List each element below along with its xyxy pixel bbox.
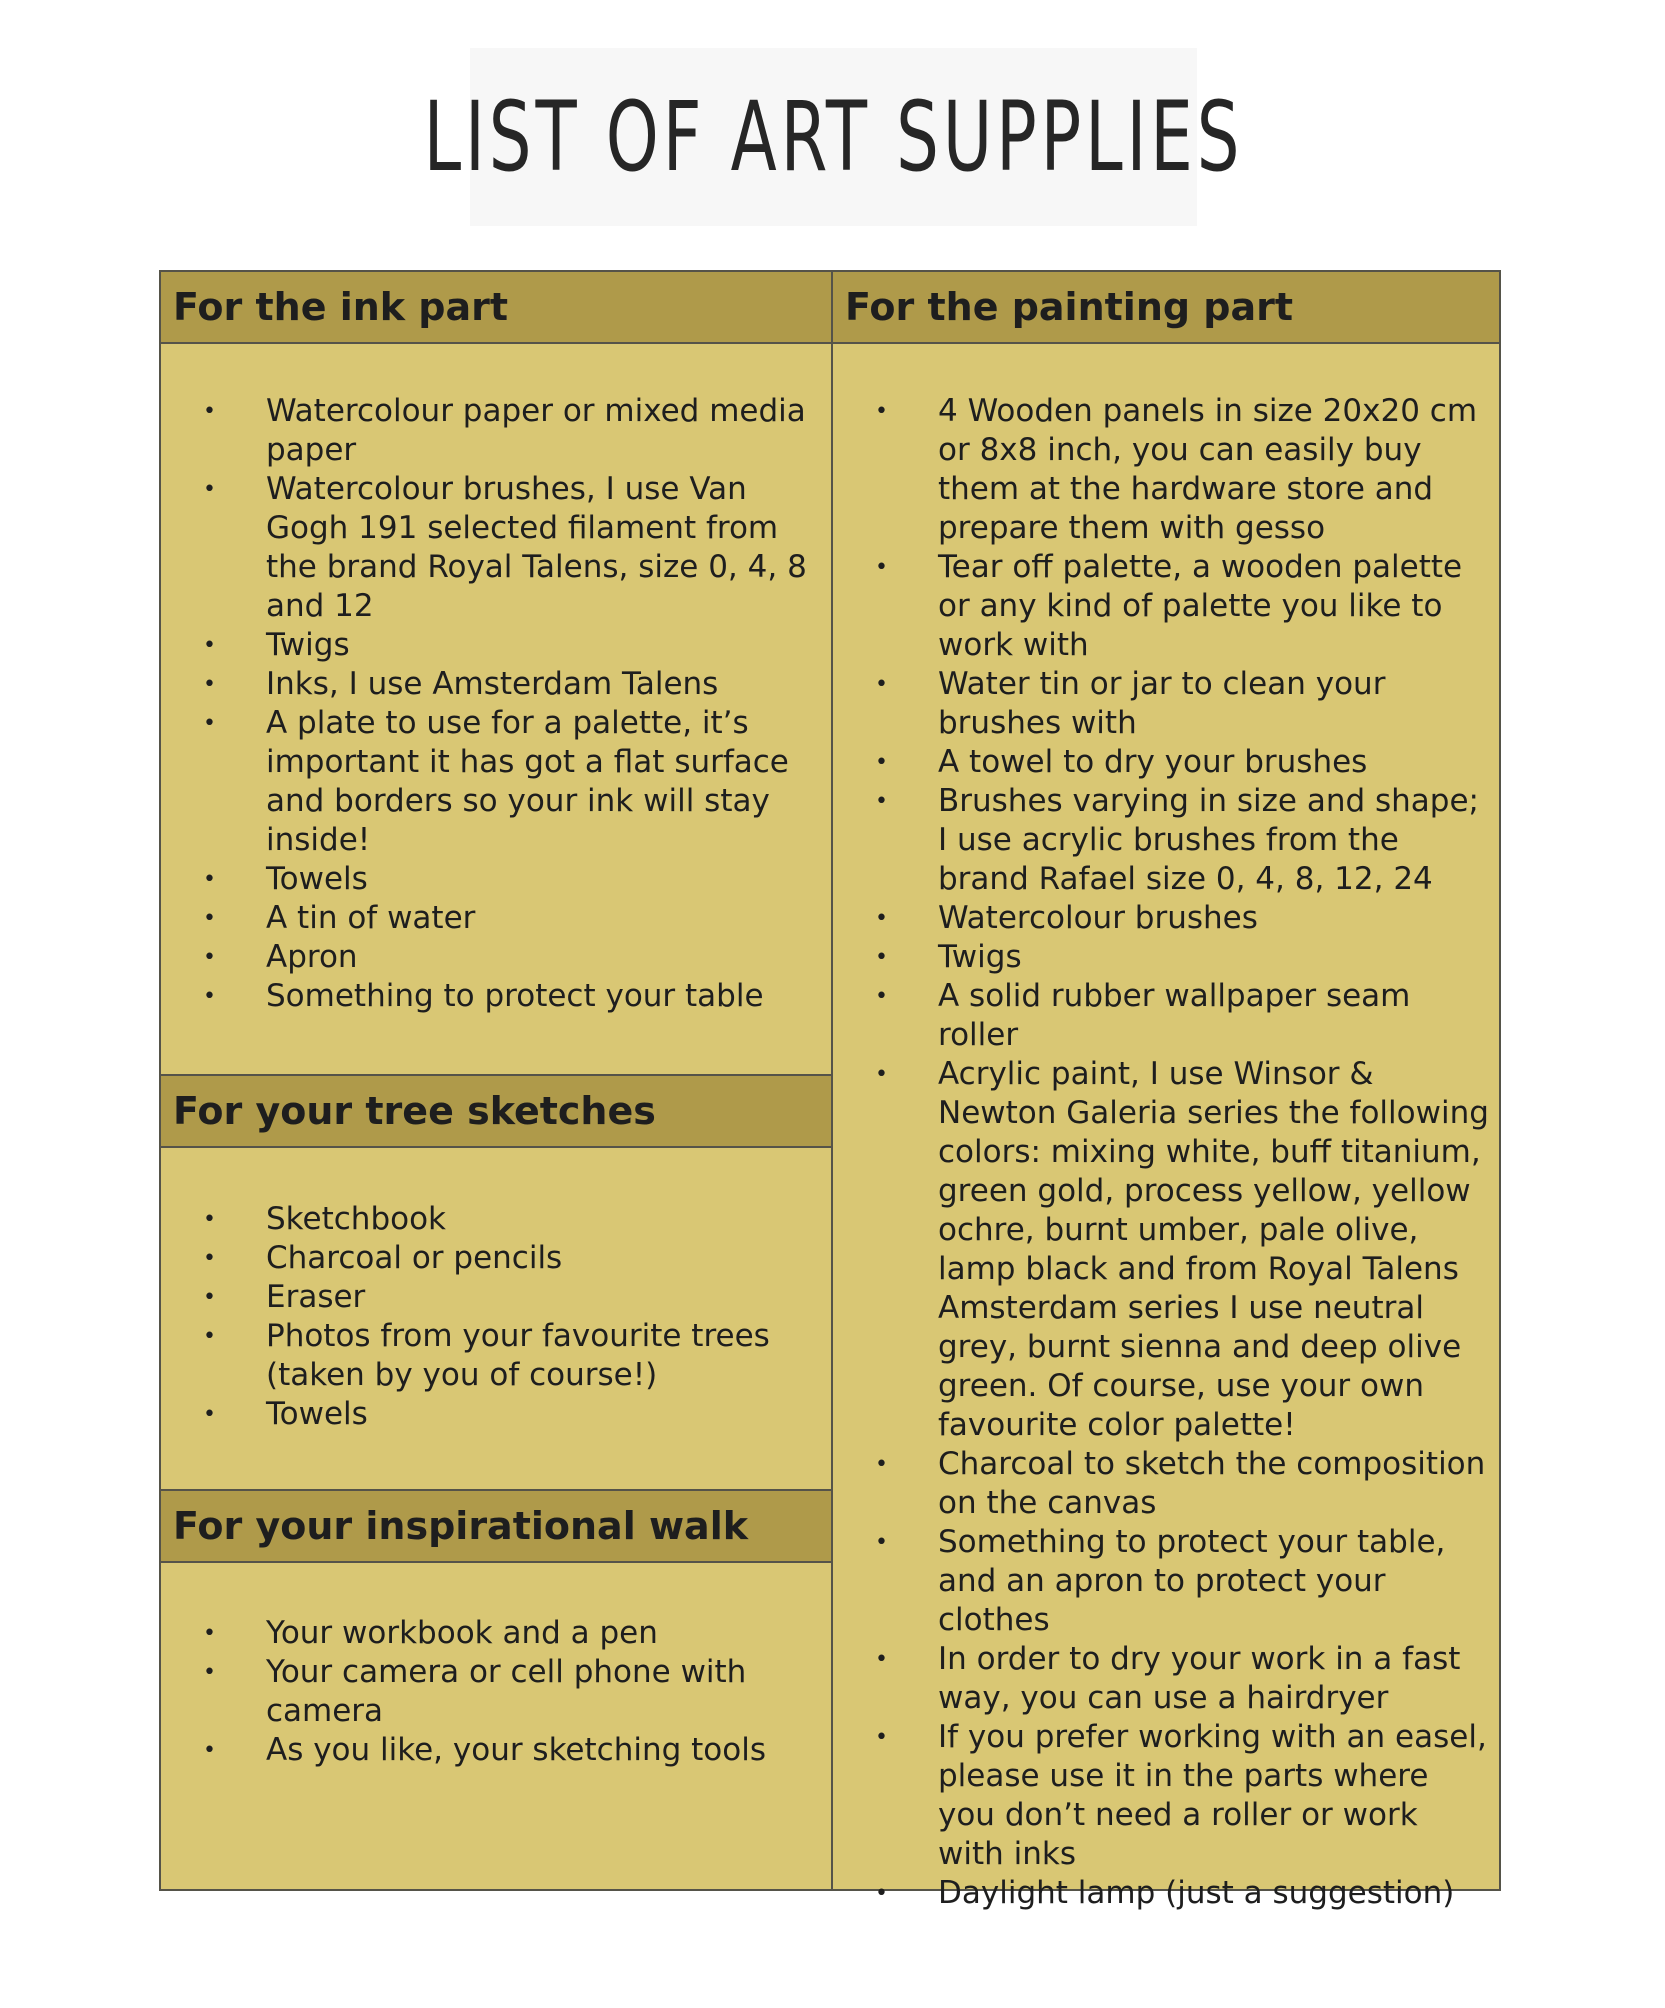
list-item: • Your camera or cell phone with camera [161,1653,831,1731]
list-item: • 4 Wooden panels in size 20x20 cm or 8x8 inch, you can easily buy them at the hardware store and prepare them with gesso [833,392,1499,548]
list-item: • As you like, your sketching tools [161,1731,831,1770]
painting-section [833,272,1499,344]
list-item: • Watercolour paper or mixed media paper [161,392,831,470]
tree-section [161,1074,831,1148]
tree-supply-list [161,1200,831,1434]
list-item: • Watercolour brushes, I use Van Gogh 191 selected filament from the brand Royal Talens, size 0, 4, 8 and 12 [161,470,831,626]
list-item: • Brushes varying in size and shape; I use acrylic brushes from the brand Rafael size 0, 4, 8, 12, 24 [833,782,1499,899]
ink-supply-list [161,392,831,1016]
ink-section [161,272,831,344]
list-item: • Charcoal or pencils [161,1239,831,1278]
list-item: • A tin of water [161,899,831,938]
list-item: • A plate to use for a palette, it’s important it has got a flat surface and borders so your ink will stay inside! [161,704,831,860]
painting-section-heading: For the painting part [833,272,1499,344]
list-item: • A towel to dry your brushes [833,743,1499,782]
list-item: • Towels [161,860,831,899]
list-item: • Photos from your favourite trees (taken by you of course!) [161,1317,831,1395]
list-item: • A solid rubber wallpaper seam roller [833,977,1499,1055]
list-item: • Your workbook and a pen [161,1614,831,1653]
list-item: • Twigs [161,626,831,665]
title-banner [423,48,1244,226]
painting-supply-list [833,392,1499,1913]
list-item: • Apron [161,938,831,977]
list-item: • Sketchbook [161,1200,831,1239]
list-item: • Something to protect your table [161,977,831,1016]
list-item: • Charcoal to sketch the composition on the canvas [833,1445,1499,1523]
list-item: • Twigs [833,938,1499,977]
list-item: • Daylight lamp (just a suggestion) [833,1874,1499,1913]
list-item: • Towels [161,1395,831,1434]
list-item: • Water tin or jar to clean your brushes with [833,665,1499,743]
list-item: • Eraser [161,1278,831,1317]
supplies-table [159,270,1501,1911]
list-item: • Acrylic paint, I use Winsor & Newton Galeria series the following colors: mixing white, buff titanium, green gold, process yellow, yellow ochre, burnt umber, pale olive, lamp black and from Royal Talens Amsterdam series I use neutral grey, burnt sienna and deep olive green. Of course, use your own favourite color palette! [833,1055,1499,1445]
ink-section-heading: For the ink part [161,272,831,344]
walk-section [161,1489,831,1563]
list-item: • In order to dry your work in a fast way, you can use a hairdryer [833,1640,1499,1718]
page-title: LIST OF ART SUPPLIES [423,81,1244,193]
left-column [161,272,831,1889]
list-item: • Inks, I use Amsterdam Talens [161,665,831,704]
list-item: • Tear off palette, a wooden palette or any kind of palette you like to work with [833,548,1499,665]
walk-supply-list [161,1614,831,1770]
list-item: • Watercolour brushes [833,899,1499,938]
right-column [831,272,1499,1911]
tree-section-heading: For your tree sketches [161,1076,831,1148]
list-item: • If you prefer working with an easel, please use it in the parts where you don’t need a roller or work with inks [833,1718,1499,1874]
list-item: • Something to protect your table, and an apron to protect your clothes [833,1523,1499,1640]
walk-section-heading: For your inspirational walk [161,1491,831,1563]
